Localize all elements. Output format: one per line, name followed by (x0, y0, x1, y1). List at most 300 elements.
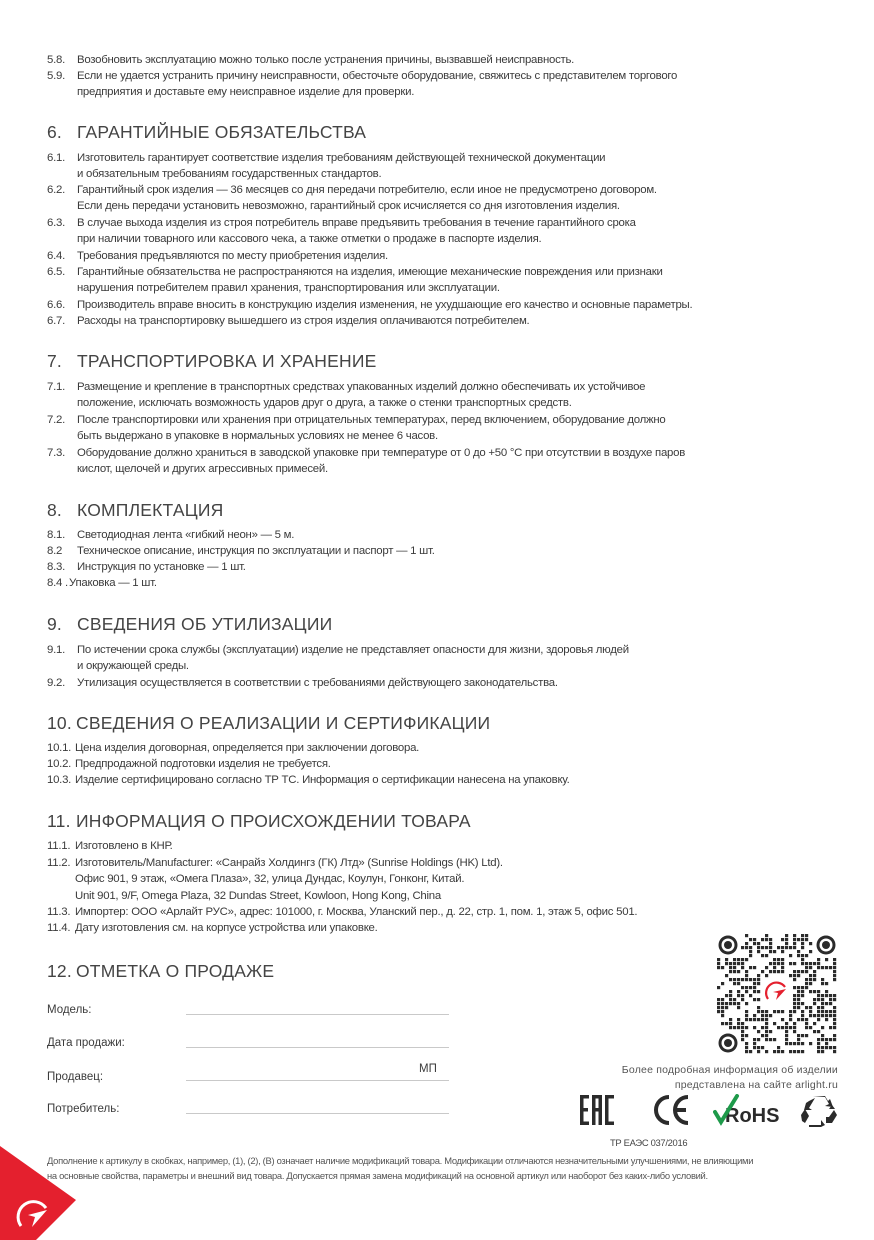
qr-module (717, 1002, 720, 1005)
qr-module (777, 1026, 780, 1029)
qr-module (797, 954, 800, 957)
qr-module (729, 1026, 732, 1029)
qr-module (785, 1034, 788, 1037)
qr-module (833, 1014, 836, 1017)
qr-module (797, 990, 800, 993)
qr-module (765, 946, 768, 949)
qr-module (821, 998, 824, 1001)
item-number: 11.1. (47, 840, 71, 852)
item-text: Упаковка — 1 шт. (69, 577, 157, 589)
qr-module (813, 1002, 816, 1005)
qr-module (805, 1006, 808, 1009)
qr-module (833, 1018, 836, 1021)
qr-module (805, 1018, 808, 1021)
item-text: Возобновить эксплуатацию можно только после устранения причины, вызвавшей неисправность. (77, 54, 575, 66)
item-number: 11.2. (47, 857, 71, 869)
qr-module (721, 1006, 724, 1009)
qr-module (733, 978, 736, 981)
qr-module (821, 1034, 824, 1037)
qr-module (753, 1018, 756, 1021)
qr-module (765, 954, 768, 957)
qr-module (745, 970, 748, 973)
item-text: и обязательным требованиям государственных стандартов. (77, 168, 382, 181)
item-text: По истечении срока службы (эксплуатации) изделие не представляет опасности для жизни, здоровья людей (77, 644, 629, 656)
qr-module (801, 958, 804, 961)
qr-module (793, 986, 796, 989)
qr-module (737, 962, 740, 965)
item-number: 7.1. (47, 381, 65, 393)
heading-title: ИНФОРМАЦИЯ О ПРОИСХОЖДЕНИИ ТОВАРА (76, 811, 471, 831)
qr-module (801, 1050, 804, 1053)
qr-module (721, 966, 724, 969)
qr-module (809, 982, 812, 985)
qr-module (785, 1038, 788, 1041)
qr-module (793, 938, 796, 941)
qr-module (765, 1022, 768, 1025)
qr-module (753, 942, 756, 945)
qr-module (797, 1018, 800, 1021)
qr-module (745, 942, 748, 945)
qr-module (777, 1010, 780, 1013)
qr-module (829, 1002, 832, 1005)
qr-module (733, 962, 736, 965)
qr-module (781, 946, 784, 949)
item-number: 6.4. (47, 250, 65, 262)
qr-module (817, 1018, 820, 1021)
qr-module (805, 986, 808, 989)
item-text: быть выдержано в упаковке в нормальных условиях не менее 6 часов. (77, 430, 438, 443)
qr-module (745, 958, 748, 961)
qr-module (765, 1050, 768, 1053)
qr-module (785, 1042, 788, 1045)
qr-module (781, 1050, 784, 1053)
qr-module (737, 1002, 740, 1005)
qr-module (749, 954, 752, 957)
qr-module (757, 942, 760, 945)
item-number: 7.3. (47, 447, 65, 459)
qr-module (729, 998, 732, 1001)
qr-module (749, 978, 752, 981)
qr-module (797, 1034, 800, 1037)
qr-module (817, 966, 820, 969)
item-text: при наличии товарного или кассового чека, а также отметки о продаже в паспорте изделия. (77, 233, 542, 246)
qr-module (809, 1010, 812, 1013)
qr-module (793, 1022, 796, 1025)
qr-module (793, 978, 796, 981)
qr-module (741, 1030, 744, 1033)
qr-module (717, 986, 720, 989)
item-number: 10.2. (47, 758, 72, 770)
stamp-label: МП (419, 1063, 437, 1075)
qr-module (817, 1030, 820, 1033)
qr-module (749, 986, 752, 989)
qr-module (789, 946, 792, 949)
qr-module (737, 1022, 740, 1025)
qr-module (753, 1046, 756, 1049)
field-label-model: Модель: (47, 1004, 92, 1016)
qr-module (757, 950, 760, 953)
qr-module (813, 962, 816, 965)
qr-module (725, 974, 728, 977)
qr-module (829, 1026, 832, 1029)
heading-title: КОМПЛЕКТАЦИЯ (77, 500, 224, 520)
heading-title: СВЕДЕНИЯ ОБ УТИЛИЗАЦИИ (77, 614, 333, 634)
qr-module (829, 1038, 832, 1041)
qr-module (749, 938, 752, 941)
item-number: 6.2. (47, 184, 65, 196)
qr-module (777, 1046, 780, 1049)
qr-module (769, 970, 772, 973)
ce-mark-icon (654, 1095, 690, 1130)
qr-module (817, 990, 820, 993)
qr-module (773, 970, 776, 973)
item-text: Unit 901, 9/F, Omega Plaza, 32 Dundas Street, Kowloon, Hong Kong, China (75, 889, 441, 902)
qr-caption-line: Более подробная информация об изделии (621, 1064, 838, 1076)
qr-caption (622, 1063, 838, 1093)
qr-module (765, 938, 768, 941)
qr-module (797, 1050, 800, 1053)
qr-module (801, 934, 804, 937)
qr-module (809, 1014, 812, 1017)
qr-module (805, 934, 808, 937)
qr-module (809, 1026, 812, 1029)
qr-module (717, 962, 720, 965)
qr-module (801, 986, 804, 989)
heading-number: 8. (47, 500, 62, 520)
model-field[interactable] (186, 1014, 449, 1015)
qr-module (729, 1018, 732, 1021)
item-text: нарушения потребителем правил хранения, транспортирования или эксплуатации. (77, 282, 500, 295)
qr-module (821, 1006, 824, 1009)
qr-module (821, 982, 824, 985)
heading-number: 12. (47, 961, 72, 981)
qr-module (729, 962, 732, 965)
qr-module (789, 962, 792, 965)
item-text: Размещение и крепление в транспортных средствах упакованных изделий должно обеспечивать их устойчивое (77, 381, 646, 393)
item-text: Офис 901, 9 этаж, «Омега Плаза», 32, улица Дундас, Коулун, Гонконг, Китай. (75, 873, 465, 886)
qr-module (757, 1030, 760, 1033)
qr-module (821, 1002, 824, 1005)
qr-module (729, 966, 732, 969)
qr-module (785, 1026, 788, 1029)
qr-module (741, 946, 744, 949)
qr-module (829, 994, 832, 997)
qr-module (729, 994, 732, 997)
qr-module (805, 978, 808, 981)
qr-module (805, 970, 808, 973)
item-text: Гарантийный срок изделия — 36 месяцев со дня передачи потребителю, если иное не предусмотрено договором. (77, 184, 657, 196)
qr-module (801, 946, 804, 949)
qr-module (777, 962, 780, 965)
qr-module (741, 958, 744, 961)
item-text: Производитель вправе вносить в конструкцию изделия изменения, не ухудшающие его качество и основные параметры. (77, 299, 693, 311)
qr-module (765, 1034, 768, 1037)
qr-module (805, 1022, 808, 1025)
qr-module (749, 994, 752, 997)
qr-module (809, 966, 812, 969)
item-text: Изготовлено в КНР. (75, 840, 173, 852)
qr-module (825, 1046, 828, 1049)
qr-module (765, 966, 768, 969)
qr-module (805, 1026, 808, 1029)
qr-module (761, 1018, 764, 1021)
qr-module (817, 1014, 820, 1017)
qr-module (749, 966, 752, 969)
qr-module (741, 1034, 744, 1037)
qr-module (777, 958, 780, 961)
item-text: Изготовитель гарантирует соответствие изделия требованиям действующей технической документации (77, 152, 606, 164)
qr-module (797, 986, 800, 989)
qr-module (725, 1022, 728, 1025)
item-text: кислот, щелочей и других агрессивных примесей. (77, 463, 328, 476)
qr-module (797, 1002, 800, 1005)
qr-module (833, 998, 836, 1001)
qr-module (825, 1014, 828, 1017)
qr-module (793, 1030, 796, 1033)
qr-module (753, 998, 756, 1001)
qr-module (801, 1034, 804, 1037)
item-text: Цена изделия договорная, определяется при заключении договора. (75, 742, 420, 754)
qr-module (769, 942, 772, 945)
qr-module (789, 1018, 792, 1021)
item-text: Изготовитель/Manufacturer: «Санрайз Холдингз (ГК) Лтд» (Sunrise Holdings (HK) Ltd). (75, 857, 503, 869)
item-number: 6.1. (47, 152, 65, 164)
qr-module (761, 1026, 764, 1029)
qr-module (769, 1030, 772, 1033)
qr-module (745, 986, 748, 989)
qr-module (757, 982, 760, 985)
qr-module (813, 990, 816, 993)
qr-module (817, 958, 820, 961)
qr-module (729, 1022, 732, 1025)
item-text: положение, исключать возможность ударов друг о друга, а также о стенки транспортных средств. (77, 397, 572, 410)
qr-module (781, 1010, 784, 1013)
qr-module (797, 994, 800, 997)
seller-field[interactable] (186, 1080, 449, 1081)
qr-module (829, 998, 832, 1001)
qr-module (737, 982, 740, 985)
qr-module (789, 954, 792, 957)
qr-module (717, 998, 720, 1001)
qr-finder-top-right (817, 936, 836, 955)
qr-module (725, 962, 728, 965)
qr-module (745, 1002, 748, 1005)
qr-module (821, 1014, 824, 1017)
qr-module (773, 958, 776, 961)
item-text: Гарантийные обязательства не распространяются на изделия, имеющие механические повреждения или признаки (77, 266, 663, 278)
qr-module (753, 1038, 756, 1041)
qr-module (753, 978, 756, 981)
qr-module (733, 998, 736, 1001)
item-text: Импортер: ООО «Арлайт РУС», адрес: 101000, г. Москва, Уланский пер., д. 22, стр. 1, пом. 1, этаж 5, офис 501. (75, 906, 638, 918)
qr-module (773, 966, 776, 969)
heading-number: 9. (47, 614, 62, 634)
qr-module (745, 1050, 748, 1053)
qr-module (817, 1038, 820, 1041)
qr-module (737, 978, 740, 981)
qr-module (801, 990, 804, 993)
qr-module (737, 1026, 740, 1029)
qr-code[interactable] (717, 934, 837, 1054)
qr-module (745, 974, 748, 977)
qr-module (749, 946, 752, 949)
qr-module (773, 1022, 776, 1025)
qr-module (833, 1038, 836, 1041)
qr-module (769, 938, 772, 941)
qr-module (821, 1010, 824, 1013)
qr-module (801, 938, 804, 941)
qr-module (829, 966, 832, 969)
qr-module (829, 1010, 832, 1013)
qr-module (761, 1046, 764, 1049)
qr-module (721, 982, 724, 985)
qr-module (733, 982, 736, 985)
item-text: Если день передачи установить невозможно, гарантийный срок исчисляется со дня изготовления изделия. (77, 200, 620, 213)
qr-module (753, 986, 756, 989)
qr-caption-line: представлена на сайте arlight.ru (674, 1079, 838, 1091)
qr-module (765, 934, 768, 937)
qr-module (825, 1018, 828, 1021)
qr-module (797, 970, 800, 973)
qr-module (813, 974, 816, 977)
item-text: Расходы на транспортировку вышедшего из строя изделия оплачиваются потребителем. (77, 315, 530, 327)
qr-module (745, 1034, 748, 1037)
qr-module (801, 994, 804, 997)
heading-number: 11. (47, 811, 71, 831)
qr-module (805, 954, 808, 957)
qr-module (801, 1018, 804, 1021)
qr-module (729, 970, 732, 973)
qr-module (761, 1010, 764, 1013)
qr-module (821, 1038, 824, 1041)
item-text: и окружающей среды. (77, 660, 189, 673)
qr-module (801, 970, 804, 973)
qr-module (821, 1050, 824, 1053)
qr-module (721, 1010, 724, 1013)
qr-module (741, 1022, 744, 1025)
qr-module (797, 1042, 800, 1045)
qr-module (793, 1002, 796, 1005)
qr-module (757, 1050, 760, 1053)
qr-module (749, 1050, 752, 1053)
qr-module (725, 1006, 728, 1009)
qr-module (833, 1046, 836, 1049)
qr-module (785, 942, 788, 945)
footnote-line: Дополнение к артикулу в скобках, например, (1), (2), (B) означает наличие модификаций товара. Модификации отличаются незначительными улучшениями, не влияющими (47, 1155, 754, 1166)
qr-module (733, 966, 736, 969)
qr-module (769, 962, 772, 965)
qr-module (825, 958, 828, 961)
qr-module (825, 1010, 828, 1013)
qr-module (801, 1010, 804, 1013)
item-number: 8.2 (47, 545, 63, 557)
qr-module (725, 958, 728, 961)
item-text: Дату изготовления см. на корпусе устройства или упаковке. (75, 922, 378, 934)
qr-module (809, 1042, 812, 1045)
qr-module (793, 1026, 796, 1029)
item-number: 6.3. (47, 217, 65, 229)
qr-module (781, 1018, 784, 1021)
qr-module (717, 958, 720, 961)
qr-module (793, 962, 796, 965)
qr-module (825, 966, 828, 969)
qr-module (813, 970, 816, 973)
item-text: Требования предъявляются по месту приобретения изделия. (77, 250, 388, 262)
qr-module (789, 1042, 792, 1045)
qr-module (777, 1050, 780, 1053)
qr-module (753, 990, 756, 993)
qr-module (825, 1038, 828, 1041)
item-number: 11.3. (47, 906, 71, 918)
qr-module (717, 1010, 720, 1013)
qr-module (761, 938, 764, 941)
qr-module (833, 1026, 836, 1029)
qr-module (769, 946, 772, 949)
qr-module (757, 1010, 760, 1013)
consumer-field[interactable] (186, 1113, 449, 1114)
brand-corner-logo (0, 1146, 80, 1240)
regulation-label: ТР ЕАЭС 037/2016 (610, 1137, 688, 1148)
sale-date-field[interactable] (186, 1047, 449, 1048)
qr-module (801, 1002, 804, 1005)
qr-module (749, 950, 752, 953)
qr-module (809, 978, 812, 981)
eac-mark-icon (580, 1095, 614, 1130)
qr-module (757, 946, 760, 949)
qr-module (753, 1014, 756, 1017)
qr-module (765, 1038, 768, 1041)
qr-module (773, 1050, 776, 1053)
qr-module (765, 974, 768, 977)
qr-module (761, 1014, 764, 1017)
qr-module (793, 1050, 796, 1053)
footnote (47, 1154, 847, 1183)
qr-module (745, 1010, 748, 1013)
qr-module (741, 994, 744, 997)
qr-module (813, 1030, 816, 1033)
qr-module (721, 998, 724, 1001)
qr-module (793, 994, 796, 997)
qr-module (797, 938, 800, 941)
qr-module (741, 978, 744, 981)
qr-module (745, 978, 748, 981)
qr-module (809, 1006, 812, 1009)
item-text: Предпродажной подготовки изделия не требуется. (75, 758, 331, 770)
qr-module (789, 1010, 792, 1013)
qr-module (733, 1026, 736, 1029)
qr-module (833, 994, 836, 997)
item-text: Инструкция по установке — 1 шт. (77, 561, 246, 573)
qr-module (817, 1042, 820, 1045)
qr-module (785, 1022, 788, 1025)
qr-module (781, 958, 784, 961)
qr-module (753, 982, 756, 985)
qr-module (813, 1014, 816, 1017)
qr-module (813, 998, 816, 1001)
qr-module (753, 1026, 756, 1029)
heading-title: ГАРАНТИЙНЫЕ ОБЯЗАТЕЛЬСТВА (77, 122, 367, 142)
qr-module (797, 998, 800, 1001)
qr-module (721, 1014, 724, 1017)
qr-module (801, 954, 804, 957)
item-text: Оборудование должно храниться в заводской упаковке при температуре от 0 до +50 °С при отсутствии в воздухе паров (77, 447, 686, 459)
qr-module (833, 1034, 836, 1037)
qr-module (797, 974, 800, 977)
qr-module (733, 1002, 736, 1005)
item-number: 6.6. (47, 299, 65, 311)
qr-module (757, 990, 760, 993)
qr-module (825, 1002, 828, 1005)
